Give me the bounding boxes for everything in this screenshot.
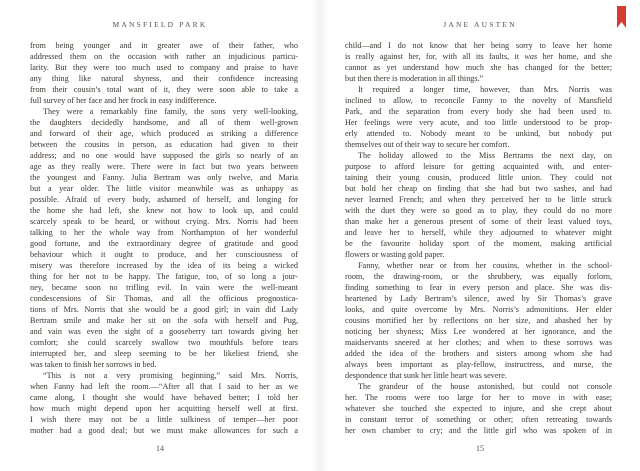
text-line: taining their young cousin, produced little union. They could not [345,173,612,182]
text-line: ney, became soon no trifling evil. In vain were the well-meant [30,283,298,292]
text-line: the youngest and Fanny. Julia Bertram was only twelve, and Maria [30,173,298,182]
text-line: flowers or wasting gold paper. [345,250,445,259]
text-line: comfort; she could scarcely swallow two mouthfuls before tears [30,338,298,347]
text-line: from their cousin’s total want of it, they were soon able to take a [30,85,298,94]
text-line: looks, and quite overcome by Mrs. Norris’s admonitions. Her elder [345,305,612,314]
text-line: room, the drawing-room, or the shrubbery, was equally forlorn, [345,272,612,281]
text-line: but then there is moderation in all things.” [345,74,484,83]
text-line: never learned French; and when they perceived her to be little struck [345,195,612,204]
text-line: finding something to fear in every person and place. She was dis- [345,283,612,292]
text-line: how much might depend upon her acquitting herself well at first. [30,404,298,413]
text-line: whatever she touched she expected to injure, and she crept about [345,404,612,413]
text-line: always been important as play-fellow, instructress, and nurse, the [345,360,612,369]
text-line: her. The rooms were too large for her to move in with ease; [345,393,612,402]
text-line: maidservants sneered at her clothes; and when to these sorrows was [345,338,612,347]
text-line: themselves out of their way to secure her comfort. [345,140,510,149]
right-page [320,0,640,471]
text-line: came along, I thought she would have behaved better; I told her [30,393,298,402]
text-line: is really against her, for, with all its faults, it was her home, and she [345,52,612,61]
text-line: the daughters decidedly handsome, and all of them well-grown [30,118,298,127]
text-line: and vain was even the sight of a gooseberry tart towards giving her [30,327,298,336]
text-line: but hold her cheap on finding that she had but two sashes, and had [345,184,612,193]
text-line: talking to her the whole way from Northampton of her wonderful [30,228,298,237]
text-line: despondence that sunk her little heart was severe. [345,371,507,380]
text-line: but a year older. The little visitor meanwhile was as unhappy as [30,184,298,193]
text-line: between the cousins in person, as education had given to their [30,140,298,149]
text-line: age as they really were. There were in fact but two years between [30,162,298,171]
text-line: good fortune, and the extraordinary degree of gratitude and good [30,239,298,248]
text-line: in constant terror of something or other; often retreating towards [345,415,612,424]
text-line: Her feelings were very acute, and too little understood to be prop- [345,118,612,127]
text-line: erly attended to. Nobody meant to be unkind, but nobody put [345,129,612,138]
text-line: They were a remarkably fine family, the sons very well-looking, [43,107,298,116]
text-line: I wish there may not be a little sulkiness of temper—her poor [30,415,298,424]
page-number-right: 15 [476,444,484,453]
text-line: was taken to finish her sorrows in bed. [30,360,157,369]
text-line: The grandeur of the house astonished, but could not console [358,382,612,391]
text-line: larity. But they were too much used to company and praise to have [30,63,298,72]
text-line: behaviour which it ought to produce, and her consciousness of [30,250,298,259]
text-line: any thing like natural shyness, and their confidence increasing [30,74,298,83]
text-line: tions of Mrs. Norris that she would be a good girl; in vain did Lady [30,305,298,314]
text-line: the home she had left, she knew not how to look up, and could [30,206,298,215]
text-line: child—and I do not know that her being sorry to leave her home [345,41,612,50]
text-line: thing for her not to be happy. The fatigue, too, of so long a jour- [30,272,298,281]
text-line: possible. Afraid of every body, ashamed of herself, and longing for [30,195,298,204]
text-line: addressed them on the occasion with rather an injudicious particu- [30,52,298,61]
text-line: inclined to allow, to reconcile Fanny to the novelty of Mansfield [345,96,612,105]
text-line: mother had a good deal; but we must make allowances for such a [30,426,298,435]
page-number-left: 14 [156,444,164,453]
text-line: and leave her to herself, while they adjourned to whatever might [345,228,612,237]
page-text-right [345,40,612,436]
text-line: misery was therefore increased by the idea of its being a wicked [30,261,298,270]
text-line: than make her a generous present of some of their least valued toys, [345,217,612,226]
page-text-left [30,40,298,436]
text-line: address; and no one would have supposed the girls so nearly of an [30,151,298,160]
text-line: It required a longer time, however, than Mrs. Norris was [358,85,612,94]
text-line: Park, and the separation from every body she had been used to. [345,107,612,116]
text-line: Fanny, whether near or from her cousins, whether in the school- [358,261,612,270]
text-line: interrupted her, and sleep seeming to be her likeliest friend, she [30,349,298,358]
text-line: when Fanny had left the room.—“After all that I said to her as we [30,382,298,391]
running-header-left: MANSFIELD PARK [112,20,208,29]
text-line: condescensions of Sir Thomas, and all the officious prognostica- [30,294,298,303]
text-line: be the favourite holiday sport of the moment, making artificial [345,239,612,248]
text-line: from being younger and in greater awe of their father, who [30,41,298,50]
text-line: scarcely speak to be heard, or without crying. Mrs. Norris had been [30,217,298,226]
text-line: full survey of her face and her frock in easy indifference. [30,96,217,105]
text-line: with the duet they were so good as to play, they could do no more [345,206,612,215]
text-line: cousins mortified her by reflections on her size, and abashed her by [345,316,612,325]
text-line: Bertram smile and make her sit on the sofa with herself and Pug, [30,316,298,325]
text-line: “This is not a very promising beginning,” said Mrs. Norris, [43,371,298,380]
text-line: and forward of their age, which produced as striking a difference [30,129,298,138]
running-header-right: JANE AUSTEN [443,20,517,29]
text-line: noticing her shyness; Miss Lee wondered at her ignorance, and the [345,327,612,336]
text-line: added the idea of the brothers and sisters among whom she had [345,349,612,358]
text-line: heartened by Lady Bertram’s silence, awed by Sir Thomas’s grave [345,294,612,303]
text-line: The holiday allowed to the Miss Bertrams the next day, on [358,151,612,160]
text-line: purpose to afford leisure for getting acquainted with, and enter- [345,162,612,171]
text-line: cannot as yet understand how much she has changed for the better; [345,63,612,72]
text-line: her own chamber to cry; and the little girl who was spoken of in [345,426,612,435]
